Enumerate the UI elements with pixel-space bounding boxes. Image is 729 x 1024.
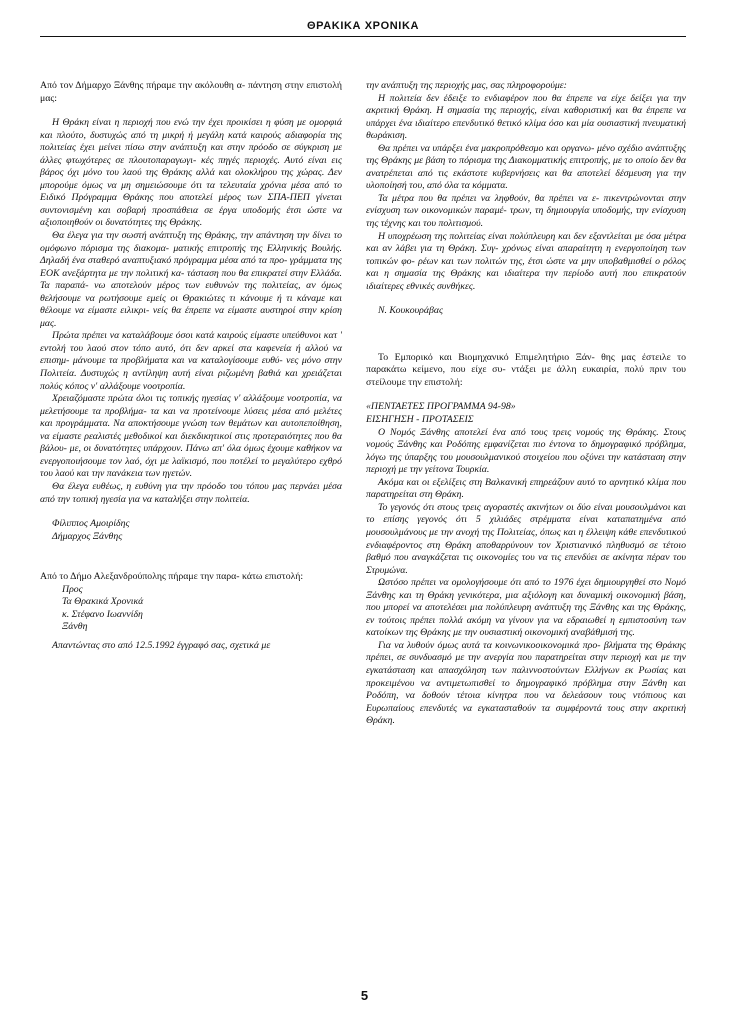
- second-letter-intro: Από το Δήμο Αλεξανδρούπολης πήραμε την παρα- κάτω επιστολή:: [40, 571, 304, 583]
- paragraph: Για να λυθούν όμως αυτά τα κοινωνικοοικονομικά προ- βλήματα της Θράκης πρέπει, σε συνδυασμό με την ανεργία που παρατηρείται στην περιοχή και με την εγκατάσταση και απασχόληση των παλιννοστούντων Ελλήνων εκ Ρωσίας και προκειμένου να αντιμετωπισθεί το δημογραφικό πρόβλημα στην Ξάνθη και Ροδόπη, να δοθούν τέτοια κίνητρα που να δελεάσουν τους ντόπιους και Ευρωπαίους επενδυτές να εγκατασταθούν τα συμφέροντά τους στην ακριτική Θράκη.: [366, 639, 686, 727]
- municipality-letter: [366, 80, 686, 293]
- page-header: [40, 20, 686, 37]
- paragraph: Η πολιτεία δεν έδειξε το ενδιαφέρον που θα έπρεπε να είχε δείξει για την ακριτική Θράκη. Η σημασία της περιοχής, είναι καθοριστική και θα έπρεπε να υπάρχει ένα ιδιαίτερο επενδυτικό θετικό κλίμα όσο και μία ουσιαστική πνευματική θωράκιση.: [366, 92, 686, 142]
- signature-name: Φίλιππος Αμοιρίδης: [52, 518, 130, 530]
- chamber-intro: Το Εμπορικό και Βιομηχανικό Επιμελητήριο Ξάν- θης μας έστειλε το παρακάτω κείμενο, που είχε συ- ντάξει με άλλη ευκαιρία, πολύ πριν του στείλουμε την επιστολή:: [366, 351, 686, 388]
- letter-intro: Από τον Δήμαρχο Ξάνθης πήραμε την ακόλουθη α- πάντηση στην επιστολή μας:: [40, 80, 342, 104]
- letter-closing: Απαντώντας στο από 12.5.1992 έγγραφό σας, σχετικά με: [52, 639, 271, 651]
- address-line: Προς: [62, 583, 83, 595]
- left-column: [40, 80, 342, 652]
- running-header-title: ΘΡΑΚΙΚΑ ΧΡΟΝΙΚΑ: [306, 20, 420, 32]
- paragraph: την ανάπτυξη της περιοχής μας, σας πληροφορούμε:: [366, 80, 567, 91]
- program-title: «ΠΕΝΤΑΕΤΕΣ ΠΡΟΓΡΑΜΜΑ 94-98»: [366, 401, 516, 413]
- paragraph: Χρειαζόμαστε πρώτα όλοι τις τοπικής ηγεσίας ν' αλλάξουμε νοοτροπία, να μελετήσουμε τα προβλήμα- τα και να προτείνουμε λύσεις μέσα από μελέτες και προγράμματα. Να αποκτήσουμε γνώση των θεμάτων και αυτοπεποίθηση, να είμαστε ρεαλιστές μεθοδικοί και διεκδικητικοί στις προτεραιότητες που θα βάλου- με, οι δυνατότητες υπάρχουν. Πάνω απ' όλα όμως έχουμε καθήκον να ενεργοποιήσουμε τον λαό, όχι με λαϊκισμό, που ποτέλεί το μεγαλύτερο εχθρό του λαού και την πανάκεια των ηγετών.: [40, 393, 342, 480]
- paragraph: Θα έλεγα ευθέως, η ευθύνη για την πρόοδο του τόπου μας περνάει μέσα από την τοπική ηγεσία για να καταλήξει στην πολιτεία.: [40, 480, 342, 505]
- paragraph: Η Θράκη είναι η περιοχή που ενώ την έχει προικίσει η φύση με ομορφιά και πλούτο, δυστυχώς από τη μικρή ή μεγάλη κατά καιρούς αδιαφορία της πολιτείας έχει μείνει πίσω στην ανάπτυξη και στην πρόοδο σε σύγκριση με άλλες φτωχότερες σε πλουτοπαραγωγι- κές πηγές περιοχές. Αυτό είναι εις βάρος όχι μόνο του λαού της Θράκης αλλά και ολοκλήρου της χώρας. Δεν μπορούμε όμως να μη σημειώσουμε ότι τα τελευταία χρόνια μέσα από το Ειδικό Πρόγραμμα Θράκης που αποτελεί μέρος των ΣΠΑ-ΠΕΠ γίνεται συντονισμένη και σοβαρή προσπάθεια σε έργα υποδομής έτσι ώστε να αξιοποιηθούν οι δυνατότητες της Θράκης.: [40, 117, 342, 229]
- address-line: Ξάνθη: [62, 621, 88, 633]
- paragraph: Θα έλεγα για την σωστή ανάπτυξη της Θράκης, την απάντηση την δίνει το ομόφωνο πόρισμα της διακομα- ματικής επιτροπής της Ελληνικής Βουλής. Δηλαδή ένα σταθερό αναπτυξιακό πρόγραμμα μέσα από τα προ- γράμματα της ΕΟΚ ανεξάρτητα με την πολιτική κα- τάσταση που θα επικρατεί στην Ελλάδα. Τα παραπά- νω αποτελούν μέρος των ευθυνών της πολιτείας, αν όμως θελήσουμε να ρωτήσουμε εμείς οι Θρακιώτες τι κάνουμε ή τι κάναμε και θέλουμε να είμαστε ειλικρι- νείς θα έπρεπε να είμαστε αυστηροί στην κρίση μας.: [40, 230, 342, 329]
- address-line: κ. Στέφανο Ιωαννίδη: [62, 608, 143, 620]
- program-text: [366, 427, 686, 728]
- signature-name: Ν. Κουκουράβας: [378, 305, 444, 317]
- paragraph: Η υποχρέωση της πολιτείας είναι πολύπλευρη και δεν εξαντλείται με όσα μέτρα και αν λάβει για τη Θράκη. Συγ- χρόνως είναι απαραίτητη η ενεργοποίηση των τοπικών φο- ρέων και των πολιτών της, έτσι ώστε να μην υποβαθμισθεί ο ρόλος και η σημασία της Θράκης και ιδιαίτερα την περίοδο αυτή που επικρατούν ιδιαίτερες εθνικές συνθήκες.: [366, 230, 686, 292]
- header-rule: [40, 36, 686, 37]
- right-column: [366, 80, 686, 728]
- paragraph: Ο Νομός Ξάνθης αποτελεί ένα από τους τρεις νομούς της Θράκης. Στους νομούς Ξάνθης και Ροδόπης εμφανίζεται πιο έντονα το δημογραφικό πρόβλημα, λόγω της ύπαρξης του μουσουλμανικού στοιχείου που οξύνει την κατάσταση στην περιοχή με την γείτονα Τουρκία.: [366, 426, 686, 476]
- paragraph: Ωστόσο πρέπει να ομολογήσουμε ότι από το 1976 έχει δημιουργηθεί στο Νομό Ξάνθης και τη Θράκη γενικότερα, μια αξιόλογη και δυναμική οικονομική βάση, που μπορεί να αποτελέσει μια πολύπλευρη ανάπτυξη της Ξάνθης και της Θράκης, εν τούτοις πρέπει πολλά ακόμη να γίνουν για να εδραιωθεί η εμπιστοσύνη των κατοίκων της Θράκης με την ουσιαστική οικονομική αναβάθμισή της.: [366, 577, 686, 639]
- paragraph: Το γεγονός ότι στους τρεις αγοραστές ακινήτων οι δύο είναι μουσουλμάνοι και το επίσης γεγονός ότι 5 χιλιάδες στρέμματα είναι καταπατημένα από μουσουλμάνους με την ανοχή της Πολιτείας, όπως και η έλλειψη κάθε επενδυτικού ενδιαφέροντος στη Θράκη αποθαρρύνουν τον Χριστιανικό πληθυσμό σε τέτοιο βαθμό που αναγκάζεται τις οικονομίες του να τις επενδύει σε ακίνητα πέραν του Στρυμώνα.: [366, 501, 686, 576]
- program-subtitle: ΕΙΣΗΓΗΣΗ - ΠΡΟΤΑΣΕΙΣ: [366, 414, 474, 426]
- paragraph: Ακόμα και οι εξελίξεις στη Βαλκανική επηρεάζουν αυτό το αρνητικό κλίμα που παρατηρείται στη Θράκη.: [366, 476, 686, 501]
- signature-title: Δήμαρχος Ξάνθης: [52, 530, 123, 542]
- address-line: Τα Θρακικά Χρονικά: [62, 596, 144, 608]
- paragraph: Τα μέτρα που θα πρέπει να ληφθούν, θα πρέπει να ε- πικεντρώνονται στην ενίσχυση των οικονομικών παραμέ- τρων, τη δημιουργία υποδομής, την ενίσχυση της τέχνης και του πολιτισμού.: [366, 192, 686, 230]
- paragraph: Πρώτα πρέπει να καταλάβουμε όσοι κατά καιρούς είμαστε υπεύθυνοι κατ ' εντολή του λαού στον τόπο αυτό, ότι δεν αρκεί στα καφενεία ή αλλού να επισημ- μάνουμε τα προβλήματα και να καταλογίσουμε ευθύ- νες μόνο στην Πολιτεία. Δυστυχώς η αντίληψη αυτή είναι ριζωμένη βαθιά και χρειάζεται πολύς κόπος ν' αλλάξουμε νοοτροπία.: [40, 330, 342, 392]
- paragraph: Θα πρέπει να υπάρξει ένα μακροπρόθεσμο και οργανω- μένο σχέδιο ανάπτυξης της Θράκης με βάση το πόρισμα της Διακομματικής επιτροπής, με το οποίο δεν θα ανατρέπεται από τις εκάστοτε κυβερνήσεις και θα αποτελεί δέσμευση για την υλοποίησή του, από όλα τα κόμματα.: [366, 142, 686, 192]
- mayor-letter: [40, 117, 342, 506]
- page-number: 5: [360, 988, 369, 1003]
